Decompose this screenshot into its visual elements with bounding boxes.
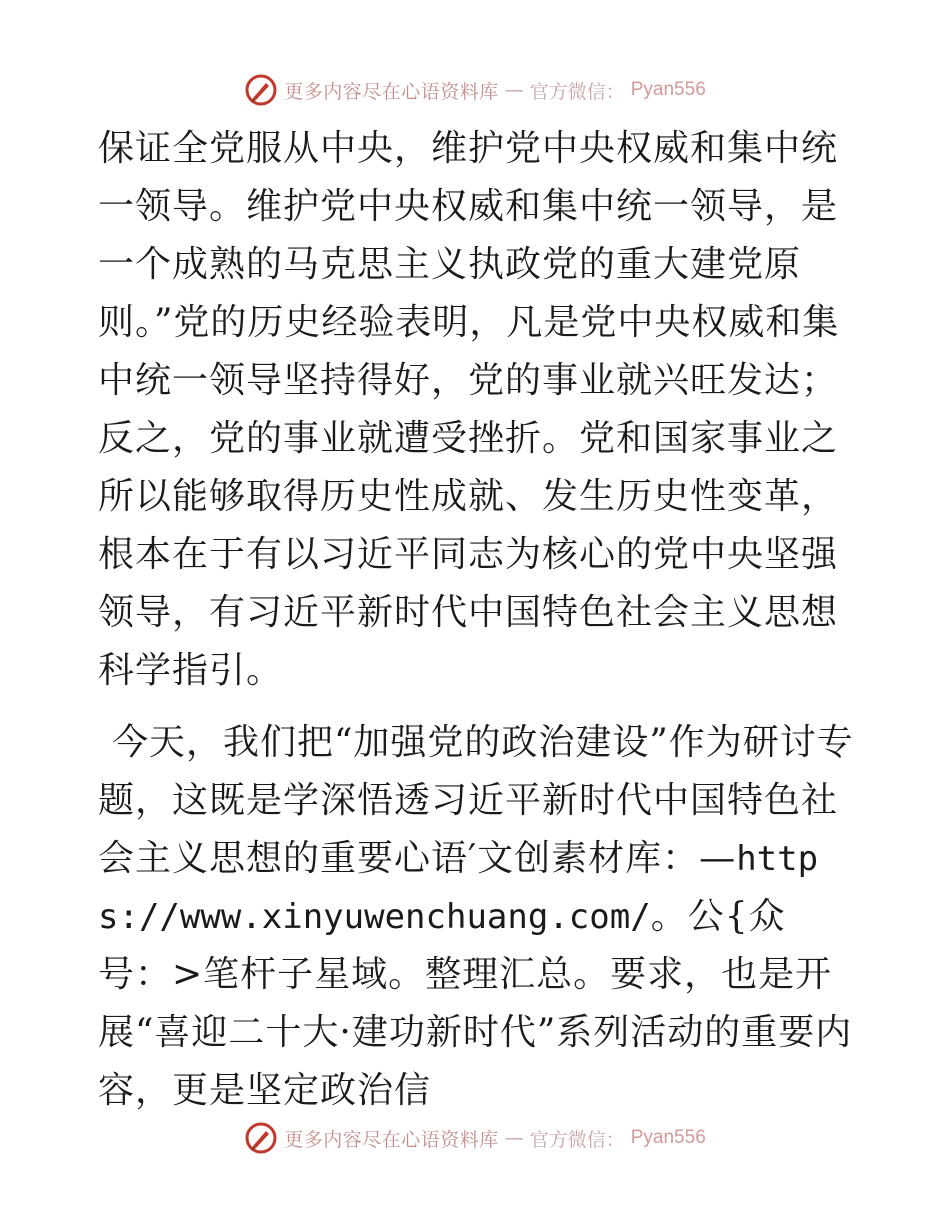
watermark-wechat-id: Pyan556 (630, 79, 706, 100)
pen-logo-icon (244, 73, 278, 107)
watermark-separator: — (504, 79, 524, 101)
watermark-brand-text: 更多内容尽在心语资料库 (284, 1128, 499, 1151)
paragraph-1: 保证全党服从中央，维护党中央权威和集中统一领导。维护党中央权威和集中统一领导，是一个成熟的马克思主义执政党的重大建党原则。”党的历史经验表明，凡是党中央权威和集中统一领导坚持得好，党的事业就兴旺发达；反之，党的事业就遭受挫折。党和国家事业之所以能够取得历史性成就、发生历史性变革，根本在于有以习近平同志为核心的党中央坚强领导，有习近平新时代中国特色社会主义思想科学指引。 (98, 128, 840, 691)
watermark-brand-text: 更多内容尽在心语资料库 (284, 80, 499, 103)
pen-logo-icon (244, 1121, 278, 1155)
watermark-wechat-label: 官方微信： (529, 80, 625, 103)
paragraph-2 (98, 714, 858, 1120)
website-link[interactable]: https://www.xinyuwenchuang.com/ (98, 839, 819, 937)
header-watermark (0, 70, 950, 110)
footer-watermark (0, 1118, 950, 1158)
watermark-wechat-label: 官方微信： (529, 1128, 625, 1151)
paragraph-2-lead: 今天，我们把“加强党的政治建设”作为研讨专题，这既是学深悟透习近平新时代中国特色社会主义思想的重要心语′文创素材库：— (98, 722, 854, 879)
document-body (98, 120, 858, 1120)
paragraph-2-tail: 。公{众号：>笔杆子星域。整理汇总。要求，也是开展“喜迎二十大·建功新时代”系列活动的重要内容，更是坚定政治信 (98, 896, 853, 1111)
watermark-wechat-id: Pyan556 (630, 1127, 706, 1148)
watermark-separator: — (504, 1127, 524, 1149)
